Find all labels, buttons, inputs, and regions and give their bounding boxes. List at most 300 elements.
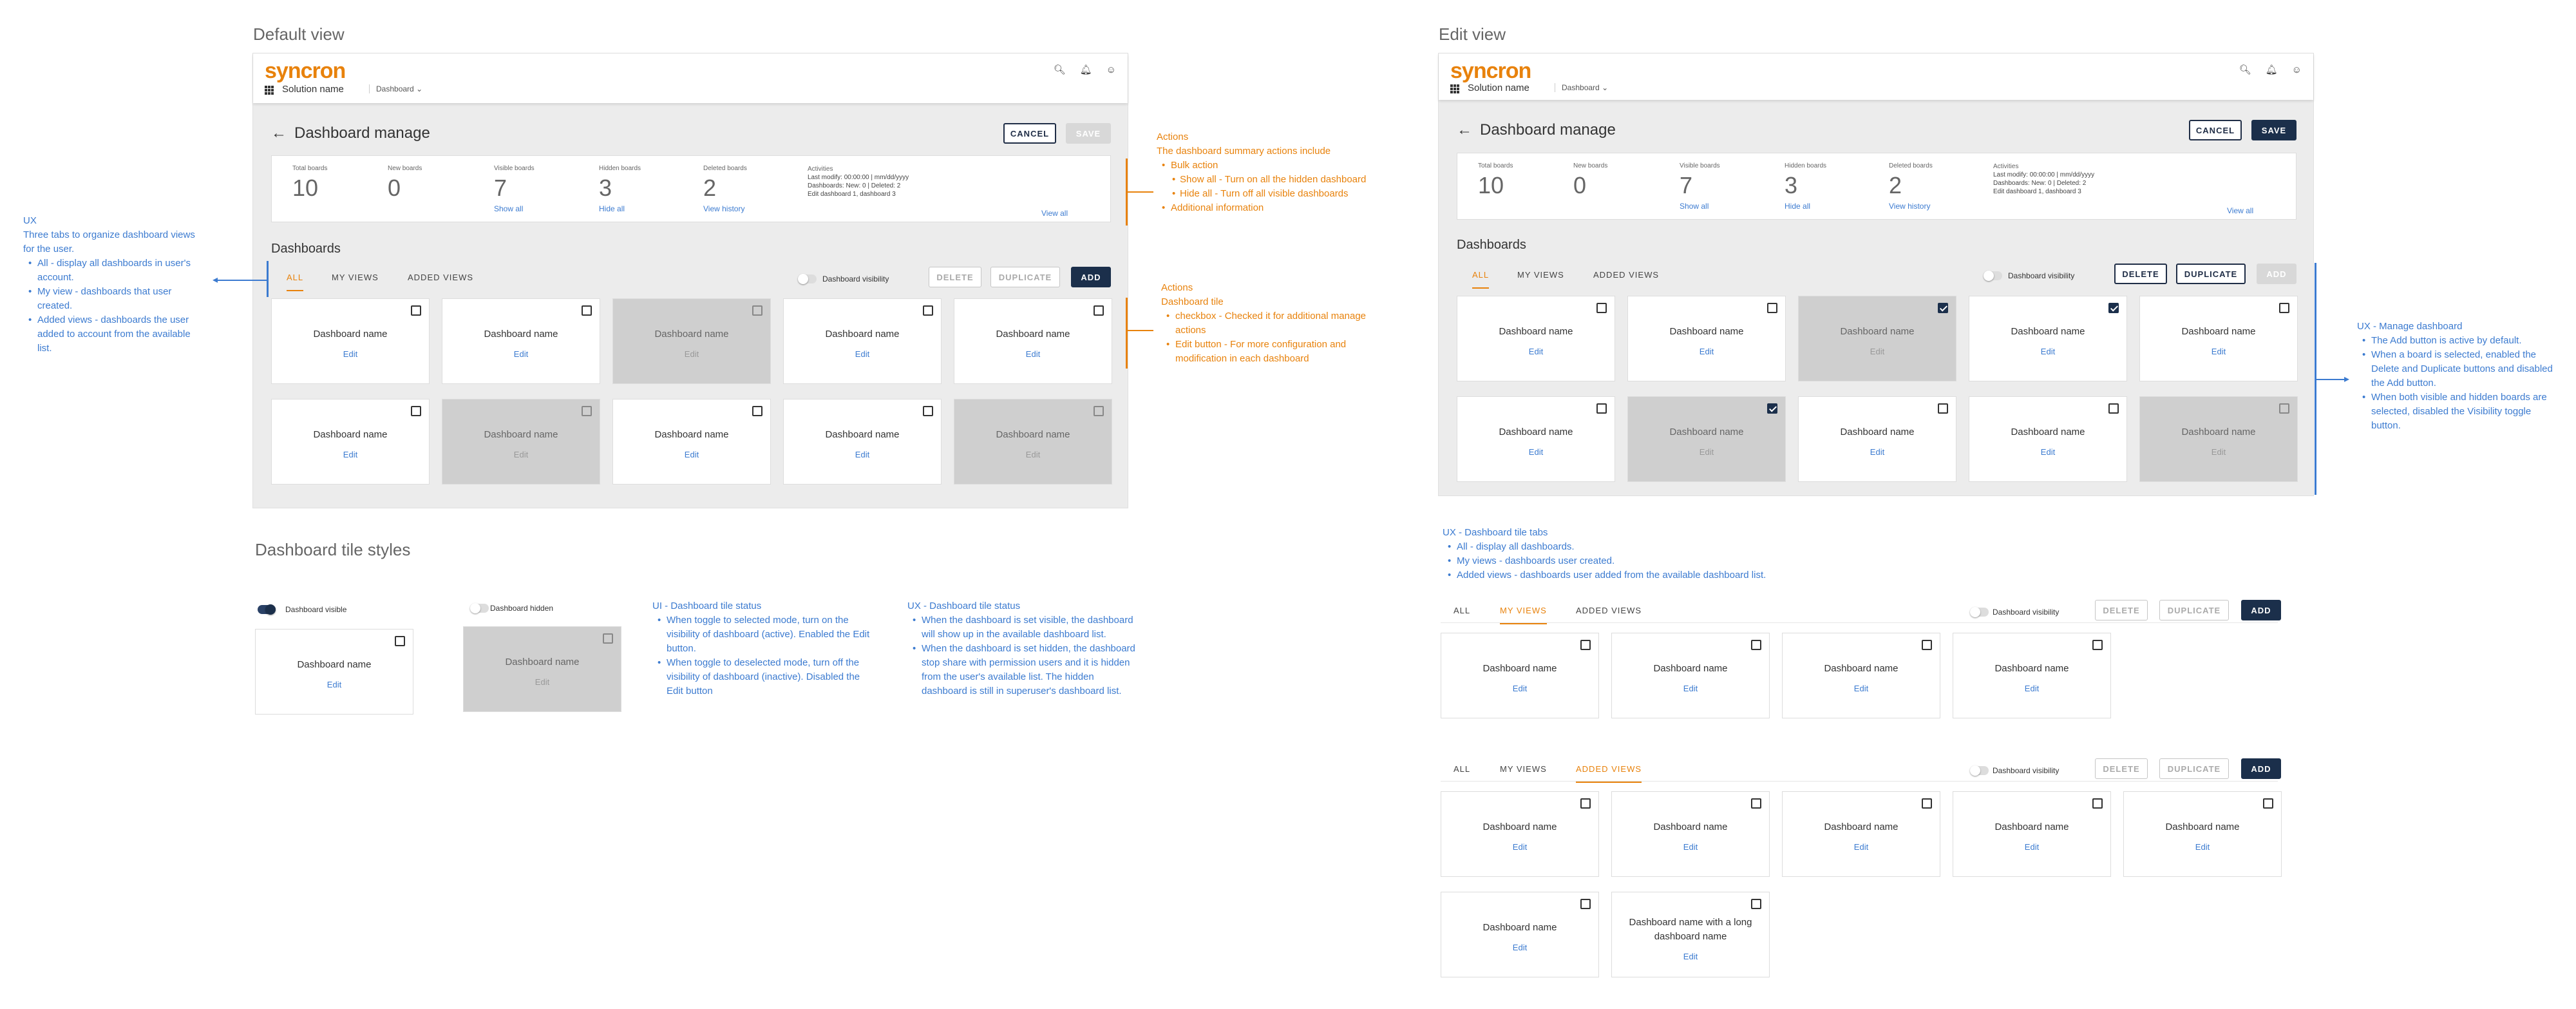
view-history-link[interactable]: View history <box>1889 202 1931 211</box>
stat-value: 3 <box>1785 172 1798 198</box>
tile-name: Dashboard name <box>996 429 1070 440</box>
dashboard-tile-hidden[interactable] <box>1798 296 1956 381</box>
tab-my-views[interactable]: MY VIEWS <box>332 273 379 282</box>
stat-label: Hidden boards <box>599 165 641 172</box>
dashboard-tile-visible[interactable] <box>255 629 413 715</box>
back-arrow-icon[interactable]: ← <box>1457 121 1472 139</box>
tab-my-views[interactable]: MY VIEWS <box>1500 606 1547 624</box>
topbar-icons <box>2225 64 2302 75</box>
app-topbar <box>1439 53 2313 100</box>
note-item: • When a board is selected, enabled the Delete and Duplicate buttons and disabled the Add button. <box>2357 348 2553 390</box>
dashboard-tile[interactable] <box>1782 633 1940 718</box>
tile-edit-link[interactable]: Edit <box>343 349 358 359</box>
stat-value: 0 <box>388 175 401 201</box>
tile-name: Dashboard name <box>654 329 729 340</box>
show-all-link[interactable]: Show all <box>1680 202 1709 211</box>
delete-button[interactable]: DELETE <box>2095 758 2148 779</box>
tile-edit-link[interactable]: Edit <box>1512 684 1528 693</box>
tile-name: Dashboard name <box>996 329 1070 340</box>
stat-label: New boards <box>388 165 422 172</box>
tile-checkbox[interactable] <box>752 406 762 416</box>
stat-value: 2 <box>703 175 717 201</box>
add-button[interactable]: ADD <box>2241 600 2281 620</box>
tile-edit-link[interactable]: Edit <box>1683 842 1698 852</box>
tile-checkbox[interactable] <box>411 406 421 416</box>
tile-checkbox[interactable] <box>923 406 933 416</box>
stat-deleted <box>1889 162 1933 211</box>
logo: syncron <box>265 59 346 83</box>
dashboards-heading: Dashboards <box>1457 238 1526 252</box>
app-grid-icon[interactable] <box>1450 84 1459 93</box>
connector-line <box>2316 379 2347 380</box>
tile-name: Dashboard name <box>1840 427 1915 437</box>
stat-total <box>292 165 327 202</box>
activities <box>1993 162 2094 196</box>
dashboard-tile[interactable] <box>1441 892 1599 977</box>
tab-added-views[interactable]: ADDED VIEWS <box>1576 764 1642 783</box>
tile-checkbox[interactable] <box>1767 403 1777 414</box>
dashboard-tile-hidden[interactable] <box>442 399 600 485</box>
dashboard-tile[interactable] <box>783 399 942 485</box>
tile-edit-link[interactable]: Edit <box>513 450 529 459</box>
stat-label: Visible boards <box>1680 162 1720 169</box>
visibility-toggle[interactable] <box>1971 608 1989 617</box>
tile-edit-link[interactable]: Edit <box>1699 447 1714 457</box>
note-ux-tile-status <box>907 599 1136 698</box>
hide-all-link[interactable]: Hide all <box>1785 202 1811 211</box>
dashboard-tile[interactable] <box>442 298 600 384</box>
dashboard-tile[interactable] <box>2123 791 2282 877</box>
tile-checkbox[interactable] <box>1922 640 1932 650</box>
note-item: • My view - dashboards that user created. <box>23 285 200 313</box>
tile-checkbox[interactable] <box>1751 640 1761 650</box>
tile-edit-link[interactable]: Edit <box>684 450 699 459</box>
stat-value: 3 <box>599 175 612 201</box>
tile-name: Dashboard name <box>825 329 900 340</box>
app-grid-icon[interactable] <box>265 86 274 95</box>
dashboard-tile-hidden[interactable] <box>463 626 621 712</box>
tile-name: Dashboard name <box>1669 326 1744 337</box>
tile-name: Dashboard name <box>484 329 558 340</box>
note-title: UX - Dashboard tile status <box>907 601 1021 611</box>
dashboard-tile[interactable] <box>612 399 771 485</box>
stat-label: Visible boards <box>494 165 535 172</box>
activities-label: Activities <box>808 166 833 173</box>
delete-button[interactable]: DELETE <box>929 267 981 287</box>
stat-value: 0 <box>1573 172 1587 198</box>
search-icon[interactable]: 🔍︎ <box>1053 64 1066 75</box>
tile-checkbox[interactable] <box>2092 640 2103 650</box>
dashboard-tile[interactable] <box>1782 791 1940 877</box>
connector-line <box>1128 330 1153 331</box>
tile-edit-link[interactable]: Edit <box>1025 349 1041 359</box>
tile-checkbox[interactable] <box>1751 899 1761 909</box>
note-item: • When toggle to selected mode, turn on the visibility of dashboard (active). Enabled the Edit button. <box>652 613 878 656</box>
note-intro: Dashboard tile <box>1161 296 1224 307</box>
back-arrow-icon[interactable]: ← <box>271 124 287 142</box>
activities-line: Last modify: 00:00:00 | mm/dd/yyyy <box>1993 171 2095 178</box>
tile-name: Dashboard name <box>654 429 729 440</box>
tile-edit-link[interactable]: Edit <box>1528 347 1544 356</box>
visibility-toggle[interactable] <box>1971 766 1989 775</box>
user-icon[interactable]: ☺ <box>2291 64 2302 75</box>
default-view-title: Default view <box>253 24 345 44</box>
tile-name: Dashboard name <box>1840 326 1915 337</box>
tile-checkbox[interactable] <box>923 305 933 316</box>
tile-edit-link[interactable]: Edit <box>684 349 699 359</box>
tile-name: Dashboard name <box>2011 427 2085 437</box>
dashboard-select-label: Dashboard <box>376 84 414 93</box>
activities-label: Activities <box>1993 163 2019 170</box>
note-item-text: Bulk action <box>1171 160 1218 171</box>
visibility-label: Dashboard visibility <box>822 274 889 283</box>
note-actions-tile <box>1161 281 1387 366</box>
note-item: • When the dashboard is set visible, the dashboard will show up in the available dashboard list. <box>907 613 1136 642</box>
solution-name: Solution name <box>282 84 344 95</box>
tile-checkbox[interactable] <box>2108 303 2119 313</box>
tile-checkbox[interactable] <box>1094 305 1104 316</box>
add-button[interactable]: ADD <box>1071 267 1111 287</box>
solution-name: Solution name <box>1468 82 1530 93</box>
tile-edit-link[interactable]: Edit <box>1683 684 1698 693</box>
bell-icon[interactable]: 🔔︎ <box>1079 64 1092 75</box>
note-item: • Added views - dashboards user added from the available dashboard list. <box>1443 568 1803 582</box>
delete-button[interactable]: DELETE <box>2095 600 2148 620</box>
tile-checkbox[interactable] <box>603 633 613 644</box>
add-button[interactable]: ADD <box>2241 758 2281 779</box>
connector-line <box>1128 191 1153 193</box>
note-item: • All - display all dashboards. <box>1443 540 1803 554</box>
hidden-toggle-label: Dashboard hidden <box>490 604 554 613</box>
visible-toggle-label: Dashboard visible <box>285 605 347 614</box>
tile-edit-link[interactable]: Edit <box>1699 347 1714 356</box>
dashboard-select[interactable] <box>369 84 422 93</box>
note-item: • Additional information <box>1157 201 1388 215</box>
tile-edit-link[interactable]: Edit <box>1870 447 1885 457</box>
add-button[interactable]: ADD <box>2257 264 2297 284</box>
visibility-toggle[interactable] <box>1984 271 2002 280</box>
tile-edit-link[interactable]: Edit <box>855 450 870 459</box>
stat-value: 10 <box>1478 172 1504 198</box>
dashboard-tile[interactable] <box>1798 396 1956 482</box>
page-title <box>271 124 430 142</box>
activities-line: Dashboards: New: 0 | Deleted: 2 <box>1993 180 2087 187</box>
note-item: • When both visible and hidden boards are selected, disabled the Visibility toggle button. <box>2357 390 2553 433</box>
tab-all[interactable]: ALL <box>287 273 303 291</box>
dashboard-tile-hidden[interactable] <box>1627 396 1786 482</box>
dashboard-tile[interactable] <box>1457 296 1615 381</box>
dashboard-tile[interactable] <box>1953 633 2111 718</box>
note-title: Actions <box>1161 282 1193 293</box>
stat-value: 7 <box>1680 172 1693 198</box>
tile-edit-link[interactable]: Edit <box>1528 447 1544 457</box>
note-ux-tile-tabs <box>1443 526 1803 582</box>
tile-edit-link[interactable]: Edit <box>2024 684 2040 693</box>
duplicate-button[interactable]: DUPLICATE <box>2176 264 2246 284</box>
note-title: UX - Manage dashboard <box>2357 321 2463 332</box>
note-list <box>907 613 1136 698</box>
tile-checkbox[interactable] <box>1751 798 1761 809</box>
note-ux-tabs <box>23 214 200 356</box>
tile-edit-link[interactable]: Edit <box>327 680 342 689</box>
visibility-label: Dashboard visibility <box>1993 766 2060 775</box>
note-list <box>1157 159 1388 215</box>
dashboard-tile[interactable] <box>1627 296 1786 381</box>
topbar-icons <box>1039 64 1116 75</box>
stat-label: Deleted boards <box>703 165 747 172</box>
stat-visible <box>1680 162 1720 211</box>
page-title <box>1457 121 1616 139</box>
tile-name: Dashboard name with a long dashboard name <box>1629 917 1752 942</box>
tile-edit-link[interactable]: Edit <box>1853 842 1869 852</box>
dashboard-tile[interactable] <box>783 298 942 384</box>
dashboard-tile-hidden[interactable] <box>2139 396 2298 482</box>
activities-line: Last modify: 00:00:00 | mm/dd/yyyy <box>808 174 909 181</box>
tile-edit-link[interactable]: Edit <box>2211 347 2226 356</box>
stat-total <box>1478 162 1513 199</box>
tile-name: Dashboard name <box>484 429 558 440</box>
note-ux-manage <box>2357 320 2553 433</box>
note-item: • All - display all dashboards in user's account. <box>23 256 200 285</box>
connector-bracket <box>1126 298 1128 369</box>
tile-checkbox[interactable] <box>1094 406 1104 416</box>
tile-checkbox[interactable] <box>582 406 592 416</box>
tile-name: Dashboard name <box>313 429 388 440</box>
tile-checkbox[interactable] <box>1922 798 1932 809</box>
hidden-toggle[interactable] <box>471 604 489 613</box>
visibility-toggle[interactable] <box>799 274 817 283</box>
dashboard-tile[interactable] <box>1969 396 2127 482</box>
tab-all[interactable]: ALL <box>1454 764 1471 774</box>
note-item: • My views - dashboards user created. <box>1443 554 1803 568</box>
dashboard-select[interactable] <box>1555 83 1608 92</box>
default-view-frame <box>253 53 1128 508</box>
connector-line <box>216 280 267 281</box>
tile-checkbox[interactable] <box>1938 403 1948 414</box>
note-title: Actions <box>1157 131 1189 142</box>
dashboards-heading: Dashboards <box>271 242 341 256</box>
activities-line: Edit dashboard 1, dashboard 3 <box>1993 188 2081 195</box>
note-item: • Show all - Turn on all the hidden dashboard <box>1171 173 1388 187</box>
tile-checkbox[interactable] <box>2108 403 2119 414</box>
tile-edit-link[interactable]: Edit <box>1025 450 1041 459</box>
stat-new <box>388 165 422 202</box>
note-intro: Three tabs to organize dashboard views for the user. <box>23 229 195 255</box>
stat-label: Total boards <box>1478 162 1513 169</box>
tile-edit-link[interactable]: Edit <box>2211 447 2226 457</box>
tile-edit-link[interactable]: Edit <box>1853 684 1869 693</box>
tile-checkbox[interactable] <box>1580 798 1591 809</box>
stat-label: Deleted boards <box>1889 162 1933 169</box>
user-icon[interactable]: ☺ <box>1106 64 1116 75</box>
visible-toggle[interactable] <box>258 605 276 614</box>
dashboard-tile[interactable] <box>1457 396 1615 482</box>
save-button[interactable]: SAVE <box>1066 123 1111 144</box>
stat-label: Total boards <box>292 165 328 172</box>
tile-name: Dashboard name <box>1482 822 1557 832</box>
note-sublist <box>1171 173 1388 201</box>
stat-label: New boards <box>1573 162 1608 169</box>
view-all-link[interactable]: View all <box>1041 209 1068 218</box>
tile-edit-link[interactable]: Edit <box>2024 842 2040 852</box>
tile-name: Dashboard name <box>1499 326 1573 337</box>
tile-edit-link[interactable]: Edit <box>1683 952 1698 961</box>
tabs-underline <box>1441 622 2278 623</box>
dashboard-tile[interactable] <box>954 298 1112 384</box>
duplicate-button[interactable]: DUPLICATE <box>2159 600 2229 620</box>
page-title-text: Dashboard manage <box>1480 121 1616 139</box>
dashboard-tile[interactable] <box>1953 791 2111 877</box>
stat-value: 10 <box>292 175 319 201</box>
tile-name: Dashboard name <box>313 329 388 340</box>
tile-styles-title: Dashboard tile styles <box>255 540 411 559</box>
arrow-right-icon: ▸ <box>2344 374 2350 385</box>
dashboard-tile[interactable] <box>1611 633 1770 718</box>
cancel-button[interactable]: CANCEL <box>1003 123 1056 144</box>
activities-line: Dashboards: New: 0 | Deleted: 2 <box>808 182 901 189</box>
dashboard-tile[interactable] <box>1441 791 1599 877</box>
tab-my-views[interactable]: MY VIEWS <box>1500 764 1547 774</box>
tile-name: Dashboard name <box>825 429 900 440</box>
tile-edit-link[interactable]: Edit <box>1512 943 1528 952</box>
hide-all-link[interactable]: Hide all <box>599 204 625 213</box>
note-title: UX - Dashboard tile tabs <box>1443 527 1548 538</box>
note-item: • When the dashboard is set hidden, the dashboard stop share with permission users and it is hidden from the user's available list. The hidden dashboard is still in superuser's dashboard list. <box>907 642 1136 698</box>
note-list <box>652 613 878 698</box>
tile-name: Dashboard name <box>1824 822 1899 832</box>
tab-added-views[interactable]: ADDED VIEWS <box>1576 606 1642 615</box>
dashboard-tile[interactable] <box>271 399 430 485</box>
chevron-down-icon: ⌄ <box>1602 83 1609 92</box>
tile-name: Dashboard name <box>2181 326 2256 337</box>
note-intro: The dashboard summary actions include <box>1157 146 1331 157</box>
dashboard-tile[interactable] <box>271 298 430 384</box>
tile-checkbox[interactable] <box>752 305 762 316</box>
tile-edit-link[interactable]: Edit <box>535 677 550 687</box>
stat-hidden <box>1785 162 1826 211</box>
tile-checkbox[interactable] <box>1767 303 1777 313</box>
tile-name: Dashboard name <box>1994 663 2069 674</box>
stat-new <box>1573 162 1607 199</box>
summary-panel <box>1457 153 2297 220</box>
tile-edit-link[interactable]: Edit <box>513 349 529 359</box>
note-list <box>1443 540 1803 582</box>
dashboard-tile[interactable] <box>1441 633 1599 718</box>
cancel-button[interactable]: CANCEL <box>2189 120 2242 140</box>
stat-visible <box>494 165 535 213</box>
tabs-underline <box>1441 781 2278 782</box>
dashboard-select-label: Dashboard <box>1562 83 1600 92</box>
chevron-down-icon: ⌄ <box>416 84 423 93</box>
tile-checkbox[interactable] <box>411 305 421 316</box>
dashboard-tile[interactable] <box>1611 791 1770 877</box>
page-title-text: Dashboard manage <box>294 124 430 142</box>
note-list <box>1161 309 1387 366</box>
tab-added-views[interactable]: ADDED VIEWS <box>408 273 474 282</box>
tile-checkbox[interactable] <box>1596 403 1607 414</box>
note-item <box>1157 159 1388 201</box>
save-button[interactable]: SAVE <box>2251 120 2297 140</box>
tab-my-views[interactable]: MY VIEWS <box>1517 270 1564 280</box>
search-icon[interactable]: 🔍︎ <box>2239 64 2251 75</box>
summary-panel <box>271 155 1111 222</box>
tile-checkbox[interactable] <box>1580 899 1591 909</box>
dashboard-tile-hidden[interactable] <box>612 298 771 384</box>
tile-checkbox[interactable] <box>2279 403 2289 414</box>
tile-name: Dashboard name <box>1824 663 1899 674</box>
tile-edit-link[interactable]: Edit <box>343 450 358 459</box>
tile-edit-link[interactable]: Edit <box>1870 347 1885 356</box>
tile-checkbox[interactable] <box>2092 798 2103 809</box>
tile-checkbox[interactable] <box>2279 303 2289 313</box>
tile-name: Dashboard name <box>1653 663 1728 674</box>
connector-bracket <box>267 261 269 297</box>
show-all-link[interactable]: Show all <box>494 204 524 213</box>
tile-name: Dashboard name <box>1482 922 1557 933</box>
tile-name: Dashboard name <box>1499 427 1573 437</box>
tab-added-views[interactable]: ADDED VIEWS <box>1593 270 1660 280</box>
note-item: • Added views - dashboards the user added to account from the available list. <box>23 313 200 356</box>
tab-all[interactable]: ALL <box>1454 606 1471 615</box>
tab-all[interactable]: ALL <box>1472 270 1489 289</box>
tile-name: Dashboard name <box>505 657 580 668</box>
tile-checkbox[interactable] <box>1580 640 1591 650</box>
tile-checkbox[interactable] <box>1596 303 1607 313</box>
tile-edit-link[interactable]: Edit <box>1512 842 1528 852</box>
delete-button[interactable]: DELETE <box>2114 264 2167 284</box>
tile-name: Dashboard name <box>1994 822 2069 832</box>
app-topbar <box>253 53 1128 103</box>
dashboard-tile-hidden[interactable] <box>954 399 1112 485</box>
dashboard-tile[interactable] <box>1969 296 2127 381</box>
tile-checkbox[interactable] <box>1938 303 1948 313</box>
logo: syncron <box>1450 59 1531 83</box>
duplicate-button[interactable]: DUPLICATE <box>990 267 1060 287</box>
tile-name: Dashboard name <box>2165 822 2240 832</box>
arrow-left-icon: ◂ <box>213 274 218 285</box>
tile-checkbox[interactable] <box>2263 798 2273 809</box>
dashboard-tile[interactable] <box>1611 892 1770 977</box>
note-list <box>2357 334 2553 433</box>
tile-name: Dashboard name <box>1653 822 1728 832</box>
bell-icon[interactable]: 🔔︎ <box>2265 64 2278 75</box>
tile-edit-link[interactable]: Edit <box>2040 447 2056 457</box>
stat-value: 2 <box>1889 172 1902 198</box>
note-item: • checkbox - Checked it for additional manage actions <box>1161 309 1387 338</box>
tile-name: Dashboard name <box>2011 326 2085 337</box>
tile-name: Dashboard name <box>1482 663 1557 674</box>
note-item: • Edit button - For more configuration and modification in each dashboard <box>1161 338 1387 366</box>
duplicate-button[interactable]: DUPLICATE <box>2159 758 2229 779</box>
tile-checkbox[interactable] <box>582 305 592 316</box>
tile-edit-link[interactable]: Edit <box>2195 842 2210 852</box>
tile-name: Dashboard name <box>297 659 372 670</box>
note-title: UX <box>23 215 37 226</box>
dashboard-tile[interactable] <box>2139 296 2298 381</box>
view-history-link[interactable]: View history <box>703 204 745 213</box>
tile-edit-link[interactable]: Edit <box>2040 347 2056 356</box>
stat-label: Hidden boards <box>1785 162 1827 169</box>
note-actions-summary <box>1157 130 1388 215</box>
note-title: UI - Dashboard tile status <box>652 601 762 611</box>
tile-checkbox[interactable] <box>395 636 405 646</box>
stat-deleted <box>703 165 747 213</box>
visibility-label: Dashboard visibility <box>2008 271 2075 280</box>
view-all-link[interactable]: View all <box>2227 206 2254 215</box>
note-item: • When toggle to deselected mode, turn off the visibility of dashboard (inactive). Disabled the Edit button <box>652 656 878 698</box>
tile-edit-link[interactable]: Edit <box>855 349 870 359</box>
note-item: • The Add button is active by default. <box>2357 334 2553 348</box>
